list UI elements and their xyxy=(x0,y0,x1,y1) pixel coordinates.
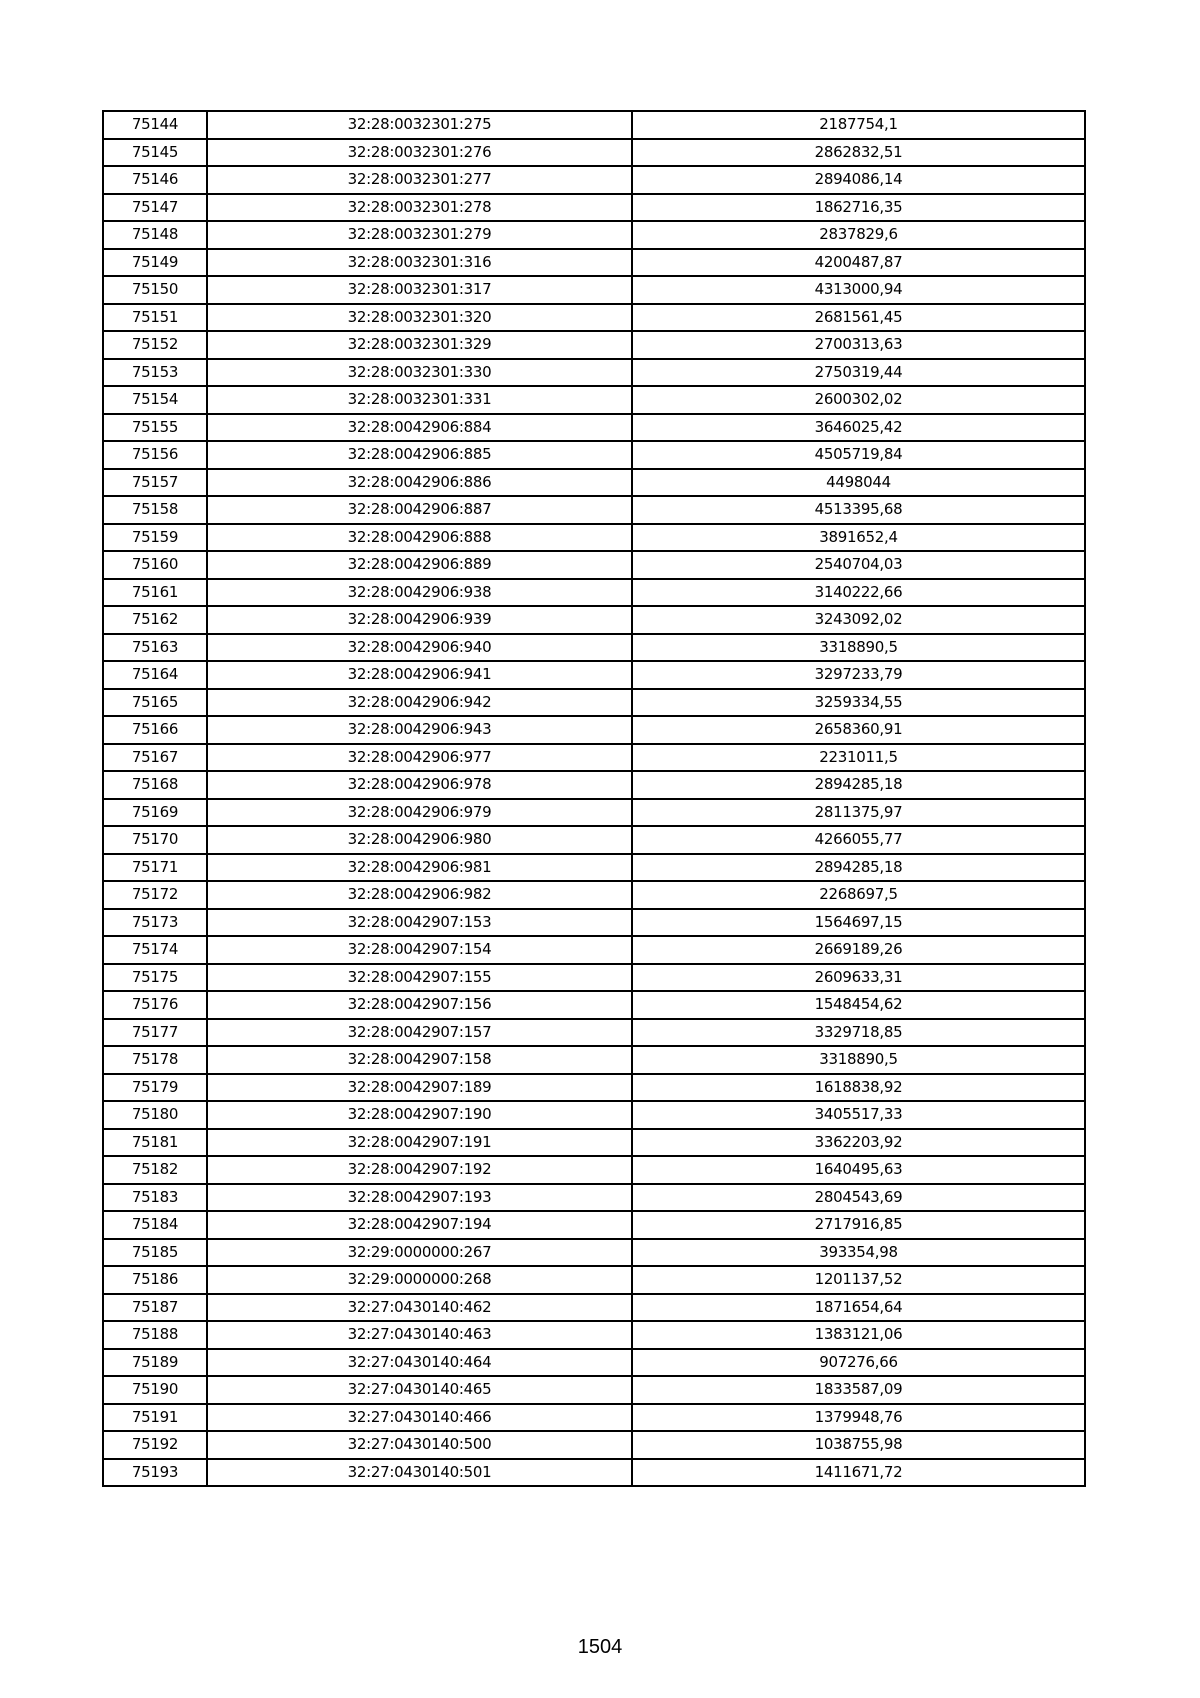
cadastral-number-cell: 32:28:0042907:189 xyxy=(207,1074,632,1102)
cadastral-value-cell: 907276,66 xyxy=(632,1349,1085,1377)
table-row xyxy=(103,744,1085,772)
cadastral-number-cell: 32:28:0042906:885 xyxy=(207,441,632,469)
cadastral-number-cell: 32:28:0042906:942 xyxy=(207,689,632,717)
cadastral-number-cell: 32:28:0042906:887 xyxy=(207,496,632,524)
row-number-cell: 75165 xyxy=(103,689,207,717)
cadastral-value-cell: 2894086,14 xyxy=(632,166,1085,194)
table-row xyxy=(103,1046,1085,1074)
row-number-cell: 75176 xyxy=(103,991,207,1019)
table-row xyxy=(103,111,1085,139)
cadastral-number-cell: 32:28:0042907:154 xyxy=(207,936,632,964)
row-number-cell: 75147 xyxy=(103,194,207,222)
cadastral-value-cell: 1379948,76 xyxy=(632,1404,1085,1432)
table-row xyxy=(103,1349,1085,1377)
row-number-cell: 75185 xyxy=(103,1239,207,1267)
cadastral-value-cell: 3329718,85 xyxy=(632,1019,1085,1047)
cadastral-number-cell: 32:28:0042906:980 xyxy=(207,826,632,854)
table-row xyxy=(103,414,1085,442)
table-row xyxy=(103,524,1085,552)
cadastral-number-cell: 32:29:0000000:267 xyxy=(207,1239,632,1267)
table-row xyxy=(103,1376,1085,1404)
cadastral-number-cell: 32:28:0032301:316 xyxy=(207,249,632,277)
table-row xyxy=(103,496,1085,524)
cadastral-value-cell: 2609633,31 xyxy=(632,964,1085,992)
cadastral-value-cell: 1383121,06 xyxy=(632,1321,1085,1349)
cadastral-number-cell: 32:28:0042907:157 xyxy=(207,1019,632,1047)
cadastral-number-cell: 32:28:0042907:153 xyxy=(207,909,632,937)
cadastral-value-cell: 2811375,97 xyxy=(632,799,1085,827)
table-row xyxy=(103,964,1085,992)
row-number-cell: 75190 xyxy=(103,1376,207,1404)
cadastral-value-cell: 4513395,68 xyxy=(632,496,1085,524)
row-number-cell: 75188 xyxy=(103,1321,207,1349)
row-number-cell: 75181 xyxy=(103,1129,207,1157)
table-row xyxy=(103,991,1085,1019)
table-row xyxy=(103,606,1085,634)
table-row xyxy=(103,881,1085,909)
row-number-cell: 75183 xyxy=(103,1184,207,1212)
cadastral-value-cell: 3259334,55 xyxy=(632,689,1085,717)
cadastral-number-cell: 32:28:0042907:192 xyxy=(207,1156,632,1184)
cadastral-number-cell: 32:27:0430140:501 xyxy=(207,1459,632,1487)
cadastral-value-cell: 4313000,94 xyxy=(632,276,1085,304)
row-number-cell: 75150 xyxy=(103,276,207,304)
cadastral-number-cell: 32:28:0042906:982 xyxy=(207,881,632,909)
table-row xyxy=(103,1404,1085,1432)
row-number-cell: 75157 xyxy=(103,469,207,497)
cadastral-number-cell: 32:28:0042906:941 xyxy=(207,661,632,689)
cadastral-number-cell: 32:29:0000000:268 xyxy=(207,1266,632,1294)
cadastral-number-cell: 32:28:0042906:979 xyxy=(207,799,632,827)
table-row xyxy=(103,194,1085,222)
cadastral-value-cell: 3297233,79 xyxy=(632,661,1085,689)
row-number-cell: 75148 xyxy=(103,221,207,249)
table-row xyxy=(103,304,1085,332)
cadastral-number-cell: 32:28:0042907:155 xyxy=(207,964,632,992)
cadastral-value-cell: 3405517,33 xyxy=(632,1101,1085,1129)
row-number-cell: 75172 xyxy=(103,881,207,909)
cadastral-value-cell: 1833587,09 xyxy=(632,1376,1085,1404)
row-number-cell: 75163 xyxy=(103,634,207,662)
row-number-cell: 75184 xyxy=(103,1211,207,1239)
cadastral-value-cell: 3362203,92 xyxy=(632,1129,1085,1157)
table-row xyxy=(103,1019,1085,1047)
table-row xyxy=(103,441,1085,469)
row-number-cell: 75158 xyxy=(103,496,207,524)
cadastral-value-cell: 4498044 xyxy=(632,469,1085,497)
cadastral-value-cell: 2231011,5 xyxy=(632,744,1085,772)
table-row xyxy=(103,1239,1085,1267)
cadastral-value-cell: 3318890,5 xyxy=(632,1046,1085,1074)
row-number-cell: 75145 xyxy=(103,139,207,167)
row-number-cell: 75149 xyxy=(103,249,207,277)
cadastral-value-cell: 1411671,72 xyxy=(632,1459,1085,1487)
cadastral-number-cell: 32:28:0042907:156 xyxy=(207,991,632,1019)
cadastral-number-cell: 32:28:0042906:938 xyxy=(207,579,632,607)
cadastral-value-cell: 2268697,5 xyxy=(632,881,1085,909)
cadastral-value-cell: 4505719,84 xyxy=(632,441,1085,469)
row-number-cell: 75154 xyxy=(103,386,207,414)
cadastral-number-cell: 32:28:0032301:317 xyxy=(207,276,632,304)
cadastral-value-cell: 2750319,44 xyxy=(632,359,1085,387)
row-number-cell: 75161 xyxy=(103,579,207,607)
table-row xyxy=(103,1431,1085,1459)
row-number-cell: 75189 xyxy=(103,1349,207,1377)
cadastral-number-cell: 32:28:0042906:940 xyxy=(207,634,632,662)
cadastral-value-cell: 1871654,64 xyxy=(632,1294,1085,1322)
cadastral-number-cell: 32:28:0032301:279 xyxy=(207,221,632,249)
page-number: 1504 xyxy=(577,1636,623,1658)
cadastral-value-cell: 2669189,26 xyxy=(632,936,1085,964)
table-row xyxy=(103,1074,1085,1102)
cadastral-number-cell: 32:28:0042907:193 xyxy=(207,1184,632,1212)
table-row xyxy=(103,1459,1085,1487)
cadastral-value-cell: 2658360,91 xyxy=(632,716,1085,744)
cadastral-value-cell: 1038755,98 xyxy=(632,1431,1085,1459)
cadastral-value-cell: 1862716,35 xyxy=(632,194,1085,222)
table-row xyxy=(103,469,1085,497)
cadastral-value-cell: 1618838,92 xyxy=(632,1074,1085,1102)
table-body xyxy=(103,111,1085,1486)
table-row xyxy=(103,771,1085,799)
cadastral-number-cell: 32:27:0430140:465 xyxy=(207,1376,632,1404)
cadastral-number-cell: 32:28:0032301:278 xyxy=(207,194,632,222)
table-row xyxy=(103,634,1085,662)
table-row xyxy=(103,1156,1085,1184)
cadastral-value-cell: 1201137,52 xyxy=(632,1266,1085,1294)
row-number-cell: 75182 xyxy=(103,1156,207,1184)
table-row xyxy=(103,909,1085,937)
cadastral-number-cell: 32:28:0042906:884 xyxy=(207,414,632,442)
cadastral-value-cell: 2540704,03 xyxy=(632,551,1085,579)
table-row xyxy=(103,1266,1085,1294)
row-number-cell: 75174 xyxy=(103,936,207,964)
cadastral-number-cell: 32:28:0032301:275 xyxy=(207,111,632,139)
table-row xyxy=(103,799,1085,827)
table-row xyxy=(103,221,1085,249)
cadastral-number-cell: 32:28:0042907:194 xyxy=(207,1211,632,1239)
table-row xyxy=(103,139,1085,167)
row-number-cell: 75175 xyxy=(103,964,207,992)
table-row xyxy=(103,1321,1085,1349)
cadastral-value-cell: 2804543,69 xyxy=(632,1184,1085,1212)
cadastral-number-cell: 32:27:0430140:463 xyxy=(207,1321,632,1349)
row-number-cell: 75153 xyxy=(103,359,207,387)
table-row xyxy=(103,331,1085,359)
row-number-cell: 75162 xyxy=(103,606,207,634)
cadastral-number-cell: 32:28:0032301:330 xyxy=(207,359,632,387)
cadastral-value-cell: 2700313,63 xyxy=(632,331,1085,359)
row-number-cell: 75168 xyxy=(103,771,207,799)
row-number-cell: 75166 xyxy=(103,716,207,744)
cadastral-value-cell: 3318890,5 xyxy=(632,634,1085,662)
table-row xyxy=(103,661,1085,689)
table-row xyxy=(103,1129,1085,1157)
row-number-cell: 75170 xyxy=(103,826,207,854)
cadastral-number-cell: 32:28:0042906:889 xyxy=(207,551,632,579)
row-number-cell: 75152 xyxy=(103,331,207,359)
row-number-cell: 75167 xyxy=(103,744,207,772)
cadastral-number-cell: 32:27:0430140:500 xyxy=(207,1431,632,1459)
row-number-cell: 75156 xyxy=(103,441,207,469)
table-row xyxy=(103,166,1085,194)
cadastral-value-cell: 4266055,77 xyxy=(632,826,1085,854)
cadastral-value-cell: 2717916,85 xyxy=(632,1211,1085,1239)
cadastral-value-cell: 3243092,02 xyxy=(632,606,1085,634)
cadastral-number-cell: 32:28:0032301:331 xyxy=(207,386,632,414)
table-row xyxy=(103,854,1085,882)
table-row xyxy=(103,1294,1085,1322)
row-number-cell: 75191 xyxy=(103,1404,207,1432)
cadastral-value-cell: 1640495,63 xyxy=(632,1156,1085,1184)
row-number-cell: 75187 xyxy=(103,1294,207,1322)
row-number-cell: 75146 xyxy=(103,166,207,194)
cadastral-number-cell: 32:28:0042906:978 xyxy=(207,771,632,799)
table-row xyxy=(103,1211,1085,1239)
row-number-cell: 75173 xyxy=(103,909,207,937)
cadastral-number-cell: 32:28:0032301:329 xyxy=(207,331,632,359)
table-row xyxy=(103,579,1085,607)
table-row xyxy=(103,826,1085,854)
cadastral-number-cell: 32:27:0430140:464 xyxy=(207,1349,632,1377)
table-row xyxy=(103,936,1085,964)
cadastral-number-cell: 32:28:0042907:191 xyxy=(207,1129,632,1157)
row-number-cell: 75192 xyxy=(103,1431,207,1459)
cadastral-number-cell: 32:28:0032301:277 xyxy=(207,166,632,194)
cadastral-value-cell: 1548454,62 xyxy=(632,991,1085,1019)
cadastral-value-cell: 2894285,18 xyxy=(632,854,1085,882)
row-number-cell: 75193 xyxy=(103,1459,207,1487)
row-number-cell: 75151 xyxy=(103,304,207,332)
row-number-cell: 75160 xyxy=(103,551,207,579)
cadastral-value-cell: 2600302,02 xyxy=(632,386,1085,414)
cadastral-value-cell: 2862832,51 xyxy=(632,139,1085,167)
row-number-cell: 75180 xyxy=(103,1101,207,1129)
cadastral-number-cell: 32:28:0042907:190 xyxy=(207,1101,632,1129)
row-number-cell: 75186 xyxy=(103,1266,207,1294)
cadastral-number-cell: 32:27:0430140:462 xyxy=(207,1294,632,1322)
table-row xyxy=(103,1101,1085,1129)
table-row xyxy=(103,716,1085,744)
row-number-cell: 75155 xyxy=(103,414,207,442)
cadastral-value-cell: 2837829,6 xyxy=(632,221,1085,249)
row-number-cell: 75178 xyxy=(103,1046,207,1074)
row-number-cell: 75179 xyxy=(103,1074,207,1102)
table-row xyxy=(103,689,1085,717)
cadastral-number-cell: 32:28:0032301:276 xyxy=(207,139,632,167)
row-number-cell: 75144 xyxy=(103,111,207,139)
cadastral-value-cell: 1564697,15 xyxy=(632,909,1085,937)
table-row xyxy=(103,551,1085,579)
cadastral-number-cell: 32:28:0042906:886 xyxy=(207,469,632,497)
table-row xyxy=(103,1184,1085,1212)
cadastral-number-cell: 32:28:0032301:320 xyxy=(207,304,632,332)
row-number-cell: 75177 xyxy=(103,1019,207,1047)
table-row xyxy=(103,276,1085,304)
row-number-cell: 75169 xyxy=(103,799,207,827)
cadastral-number-cell: 32:28:0042906:939 xyxy=(207,606,632,634)
row-number-cell: 75159 xyxy=(103,524,207,552)
row-number-cell: 75164 xyxy=(103,661,207,689)
cadastral-number-cell: 32:28:0042906:943 xyxy=(207,716,632,744)
cadastral-value-cell: 3646025,42 xyxy=(632,414,1085,442)
cadastral-number-cell: 32:27:0430140:466 xyxy=(207,1404,632,1432)
cadastral-value-cell: 393354,98 xyxy=(632,1239,1085,1267)
cadastral-value-cell: 2894285,18 xyxy=(632,771,1085,799)
cadastral-value-cell: 2187754,1 xyxy=(632,111,1085,139)
row-number-cell: 75171 xyxy=(103,854,207,882)
table-row xyxy=(103,386,1085,414)
table-row xyxy=(103,249,1085,277)
table-row xyxy=(103,359,1085,387)
cadastral-number-cell: 32:28:0042906:977 xyxy=(207,744,632,772)
cadastral-number-cell: 32:28:0042906:888 xyxy=(207,524,632,552)
cadastral-value-cell: 4200487,87 xyxy=(632,249,1085,277)
cadastral-number-cell: 32:28:0042906:981 xyxy=(207,854,632,882)
cadastral-value-cell: 3891652,4 xyxy=(632,524,1085,552)
cadastral-value-cell: 3140222,66 xyxy=(632,579,1085,607)
cadastral-number-cell: 32:28:0042907:158 xyxy=(207,1046,632,1074)
cadastral-value-table xyxy=(102,110,1086,1487)
cadastral-value-cell: 2681561,45 xyxy=(632,304,1085,332)
